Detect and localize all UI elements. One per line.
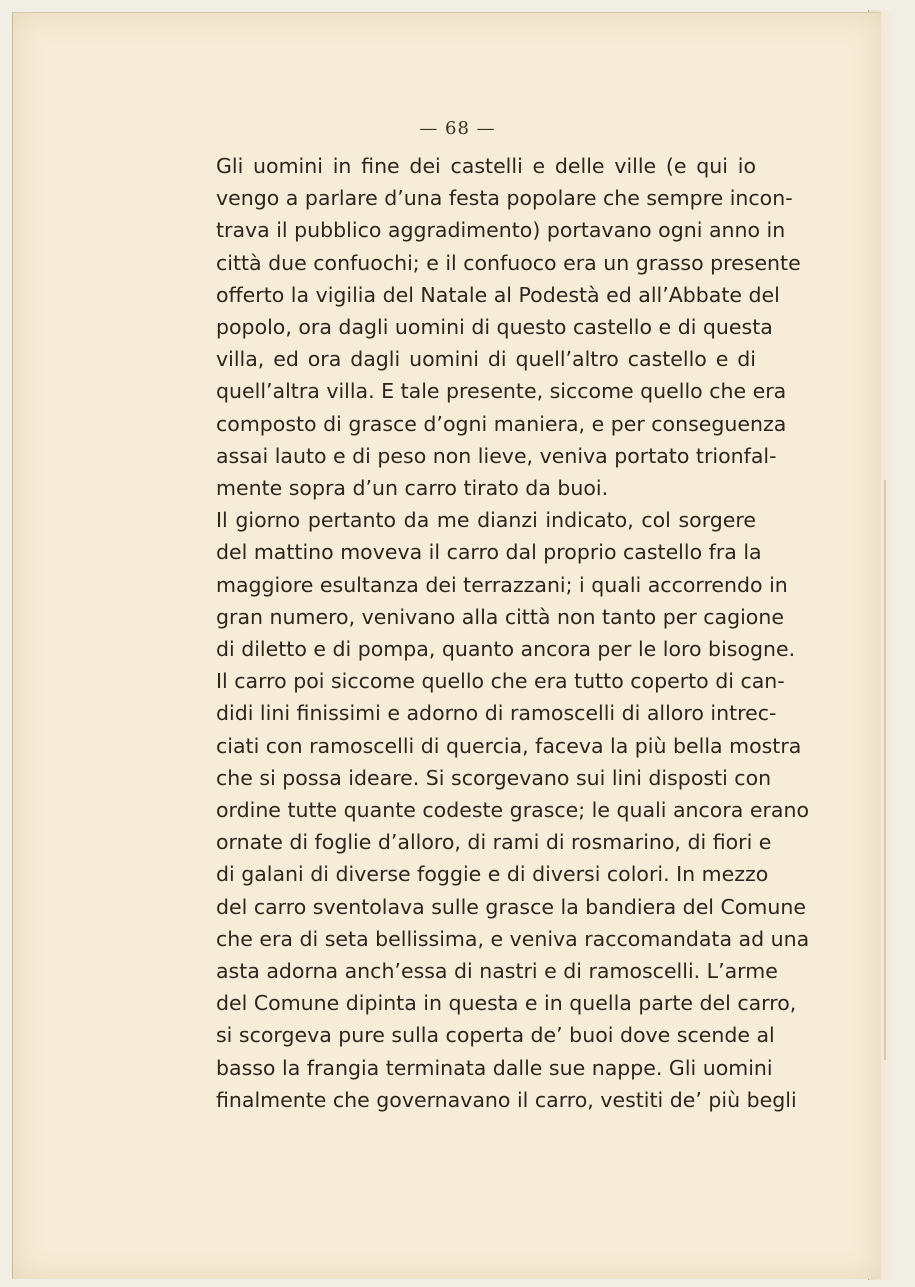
text-line: città due confuochi; e il confuoco era un grasso presente [216,250,801,275]
page-edge-shadow [884,480,886,1060]
text-line: villa, ed ora dagli uomini di quell’altro castello e di [216,347,756,372]
text-line: assai lauto e di peso non lieve, veniva portato trionfal- [216,443,777,468]
text-line: composto di grasce d’ogni maniera, e per conseguenza [216,411,787,436]
paragraph-3 [194,665,810,1116]
text-line: ornate di foglie d’alloro, di rami di rosmarino, di fiori e [216,830,772,855]
text-line: basso la frangia terminata dalle sue nappe. Gli uomini [216,1055,773,1080]
text-line: asta adorna anch’essa di nastri e di ramoscelli. L’arme [216,959,778,984]
text-line: quell’altra villa. E tale presente, siccome quello che era [216,379,787,404]
text-line: ciati con ramoscelli di quercia, faceva la più bella mostra [216,733,802,758]
page-number: — 68 — [419,118,496,139]
text-line: mente sopra d’un carro tirato da buoi. [216,476,609,501]
text-line: del Comune dipinta in questa e in quella parte del carro, [216,991,797,1016]
text-line: vengo a parlare d’una festa popolare che sempre incon- [216,186,793,211]
text-line: che si possa ideare. Si scorgevano sui lini disposti con [216,765,772,790]
text-line: maggiore esultanza dei terrazzani; i quali accorrendo in [216,572,788,597]
text-line: che era di seta bellissima, e veniva raccomandata ad una [216,926,810,951]
text-line: offerto la vigilia del Natale al Podestà ed all’Abbate del [216,282,780,307]
text-line: didi lini finissimi e adorno di ramoscelli di alloro intrec- [216,701,777,726]
text-line: del carro sventolava sulle grasce la bandiera del Comune [216,894,806,919]
text-line: Gli uomini in fine dei castelli e delle ville (e qui io [216,154,756,178]
text-line: popolo, ora dagli uomini di questo castello e di questa [216,315,773,340]
text-line: gran numero, venivano alla città non tanto per cagione [216,604,784,629]
body-text [194,150,810,1116]
paragraph-1 [194,150,801,504]
text-line: Il giorno pertanto da me dianzi indicato, col sorgere [216,508,756,533]
text-line: finalmente che governavano il carro, vestiti de’ più begli [216,1087,797,1112]
text-line: di galani di diverse foggie e di diversi colori. In mezzo [216,862,769,887]
text-line: del mattino moveva il carro dal proprio castello fra la [216,540,762,565]
text-line: trava il pubblico aggradimento) portavano ogni anno in [216,218,786,243]
text-line: si scorgeva pure sulla coperta de’ buoi dove scende al [216,1023,775,1048]
text-line: di diletto e di pompa, quanto ancora per le loro bisogne. [216,637,796,662]
text-line: Il carro poi siccome quello che era tutto coperto di can- [216,669,785,694]
paragraph-2 [194,504,796,665]
text-line: ordine tutte quante codeste grasce; le quali ancora erano [216,798,809,823]
